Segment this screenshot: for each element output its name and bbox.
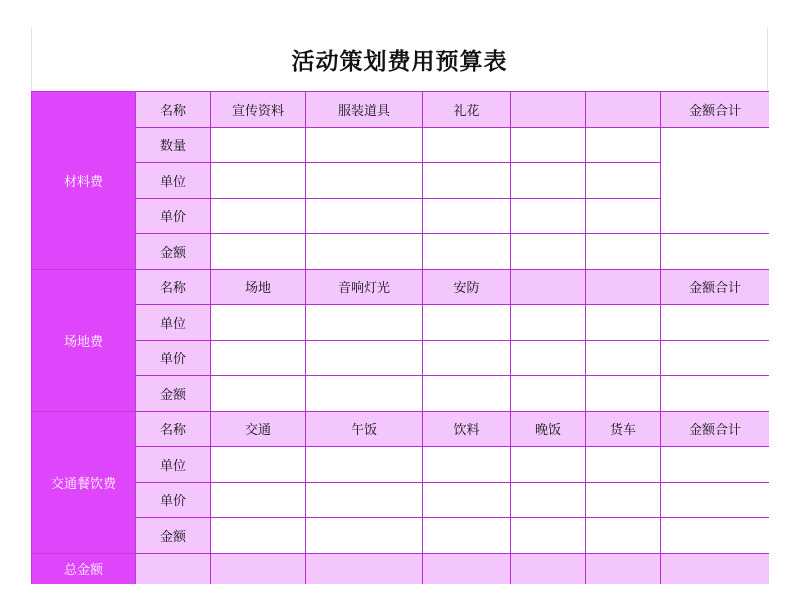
header-cell[interactable]: 名称 <box>136 269 211 305</box>
materials-row-amount <box>32 234 770 270</box>
data-cell[interactable] <box>423 198 511 234</box>
header-cell[interactable]: 午饭 <box>306 411 423 447</box>
header-cell[interactable]: 场地 <box>211 269 306 305</box>
transport-row-price <box>32 482 770 518</box>
data-cell[interactable] <box>511 234 586 270</box>
data-cell[interactable] <box>306 482 423 518</box>
header-cell[interactable]: 服装道具 <box>306 92 423 128</box>
data-cell[interactable] <box>586 376 661 412</box>
header-cell[interactable]: 名称 <box>136 92 211 128</box>
header-cell[interactable] <box>586 269 661 305</box>
category-label-transport: 交通餐饮费 <box>32 411 136 553</box>
data-cell[interactable] <box>306 198 423 234</box>
data-cell[interactable] <box>511 127 586 163</box>
data-cell[interactable] <box>306 518 423 554</box>
category-label-materials: 材料费 <box>32 92 136 270</box>
data-cell[interactable] <box>511 198 586 234</box>
grand-total-cell[interactable] <box>423 553 511 584</box>
venue-row-unit <box>32 305 770 341</box>
data-cell[interactable] <box>511 518 586 554</box>
page-title: 活动策划费用预算表 <box>291 49 508 75</box>
materials-header-row <box>32 92 770 128</box>
grand-total-cell[interactable] <box>306 553 423 584</box>
data-cell[interactable] <box>586 447 661 483</box>
data-cell[interactable] <box>306 163 423 199</box>
data-cell[interactable] <box>661 234 770 270</box>
data-cell[interactable] <box>511 482 586 518</box>
grand-total-cell[interactable] <box>211 553 306 584</box>
row-label: 单位 <box>136 305 211 341</box>
data-cell[interactable] <box>306 234 423 270</box>
transport-row-unit <box>32 447 770 483</box>
header-cell[interactable] <box>586 92 661 128</box>
data-cell[interactable] <box>211 305 306 341</box>
header-cell[interactable]: 名称 <box>136 411 211 447</box>
data-cell[interactable] <box>586 518 661 554</box>
data-cell[interactable] <box>211 127 306 163</box>
materials-row-price <box>32 198 770 234</box>
data-cell[interactable] <box>661 340 770 376</box>
row-label: 单位 <box>136 163 211 199</box>
title-bar <box>31 28 768 91</box>
row-label: 单价 <box>136 340 211 376</box>
data-cell[interactable] <box>661 376 770 412</box>
row-label: 金额 <box>136 518 211 554</box>
row-label: 单价 <box>136 482 211 518</box>
data-cell[interactable] <box>211 234 306 270</box>
row-label: 单位 <box>136 447 211 483</box>
data-cell[interactable] <box>423 340 511 376</box>
data-cell[interactable] <box>423 447 511 483</box>
data-cell[interactable] <box>423 234 511 270</box>
data-cell[interactable] <box>306 305 423 341</box>
header-cell[interactable]: 饮料 <box>423 411 511 447</box>
data-cell[interactable] <box>511 305 586 341</box>
data-cell[interactable] <box>586 234 661 270</box>
header-cell[interactable]: 礼花 <box>423 92 511 128</box>
data-cell[interactable] <box>661 482 770 518</box>
data-cell[interactable] <box>211 376 306 412</box>
data-cell[interactable] <box>306 376 423 412</box>
row-label: 单价 <box>136 198 211 234</box>
transport-row-amount <box>32 518 770 554</box>
header-cell[interactable]: 宣传资料 <box>211 92 306 128</box>
budget-sheet <box>31 28 769 584</box>
data-cell[interactable] <box>423 163 511 199</box>
data-cell[interactable] <box>211 447 306 483</box>
data-cell[interactable] <box>661 305 770 341</box>
header-cell[interactable]: 交通 <box>211 411 306 447</box>
data-cell[interactable] <box>211 340 306 376</box>
materials-total-cell[interactable] <box>661 127 770 234</box>
data-cell[interactable] <box>306 340 423 376</box>
header-cell-total[interactable]: 金额合计 <box>661 411 770 447</box>
data-cell[interactable] <box>306 127 423 163</box>
data-cell[interactable] <box>211 163 306 199</box>
header-cell[interactable]: 货车 <box>586 411 661 447</box>
grand-total-cell[interactable] <box>661 553 770 584</box>
header-cell[interactable] <box>511 92 586 128</box>
grand-total-label: 总金额 <box>32 553 136 584</box>
budget-table <box>31 91 769 584</box>
row-label: 金额 <box>136 234 211 270</box>
grand-total-cell[interactable] <box>136 553 211 584</box>
category-label-venue: 场地费 <box>32 269 136 411</box>
venue-header-row <box>32 269 770 305</box>
row-label: 数量 <box>136 127 211 163</box>
data-cell[interactable] <box>661 518 770 554</box>
grand-total-cell[interactable] <box>586 553 661 584</box>
data-cell[interactable] <box>423 127 511 163</box>
materials-row-qty <box>32 127 770 163</box>
data-cell[interactable] <box>211 482 306 518</box>
venue-row-price <box>32 340 770 376</box>
header-cell[interactable]: 晚饭 <box>511 411 586 447</box>
data-cell[interactable] <box>511 447 586 483</box>
grand-total-row <box>32 553 770 584</box>
data-cell[interactable] <box>586 305 661 341</box>
transport-header-row <box>32 411 770 447</box>
data-cell[interactable] <box>586 482 661 518</box>
header-cell[interactable]: 音响灯光 <box>306 269 423 305</box>
data-cell[interactable] <box>586 340 661 376</box>
data-cell[interactable] <box>423 305 511 341</box>
header-cell-total[interactable]: 金额合计 <box>661 269 770 305</box>
grand-total-cell[interactable] <box>511 553 586 584</box>
data-cell[interactable] <box>586 198 661 234</box>
header-cell[interactable] <box>511 269 586 305</box>
data-cell[interactable] <box>211 518 306 554</box>
row-label: 金额 <box>136 376 211 412</box>
venue-row-amount <box>32 376 770 412</box>
data-cell[interactable] <box>511 340 586 376</box>
header-cell-total[interactable]: 金额合计 <box>661 92 770 128</box>
data-cell[interactable] <box>423 518 511 554</box>
data-cell[interactable] <box>586 163 661 199</box>
data-cell[interactable] <box>306 447 423 483</box>
data-cell[interactable] <box>586 127 661 163</box>
data-cell[interactable] <box>423 376 511 412</box>
data-cell[interactable] <box>423 482 511 518</box>
data-cell[interactable] <box>211 198 306 234</box>
header-cell[interactable]: 安防 <box>423 269 511 305</box>
data-cell[interactable] <box>511 163 586 199</box>
materials-row-unit <box>32 163 770 199</box>
data-cell[interactable] <box>511 376 586 412</box>
data-cell[interactable] <box>661 447 770 483</box>
